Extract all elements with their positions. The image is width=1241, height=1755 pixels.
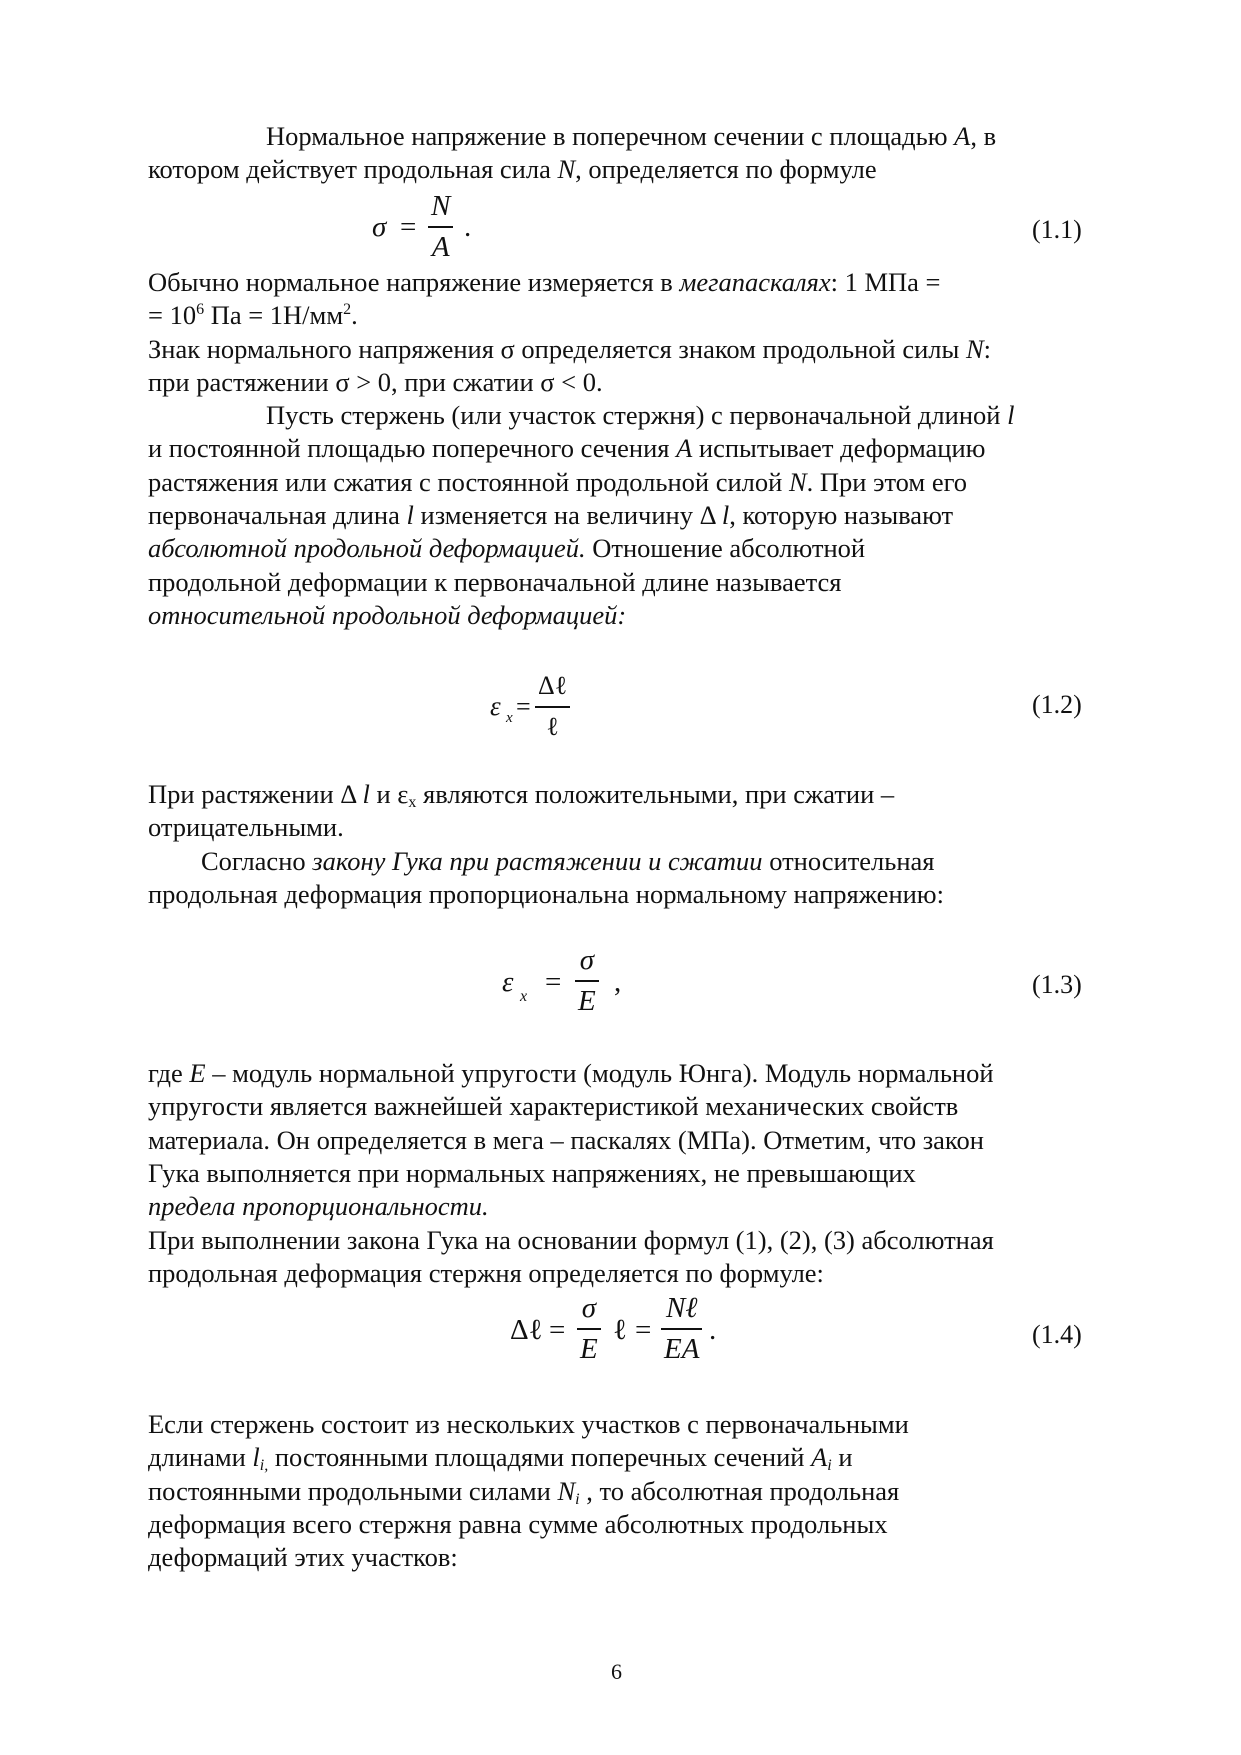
text-line: При растяжении Δ l и $\varepsilon_x$ являются положительными, при сжатии – xyxy=(148,779,895,811)
text-line: продольной деформации к первоначальной длине называется xyxy=(148,567,842,597)
text-line: первоначальная длина l изменяется на величину Δ l, которую называют xyxy=(148,500,954,530)
text-line: где E – модуль нормальной упругости (модуль Юнга). Модуль нормальной xyxy=(148,1058,994,1088)
equation-number: (1.3) xyxy=(1032,970,1082,999)
document-page: Нормальное напряжение в поперечном сечении с площадью A, в котором действует продольная сила N, определяется по формуле σ = N A . (1.1) Обычно нормальное напряжение измеряется в мегапаскалях: 1 МПа = = $10^6$ Па = $1Н/мм^2$. Знак нормального напряжения σ определяется знаком продольной силы N: при растяжении σ > 0, при сжатии σ < 0. Пусть стержень (или участок стержня) с первоначальной длиной l и постоянной площадью поперечного сечения A испытывает деформацию растяжения или сжатия с постоянной продольной силой N. При этом его первоначальная длина l изменяется на величину Δ l, которую называют абсолютной продольной деформацией. Отношение абсолютной продольной деформации к первоначальной длине называется относительной продольной деформацией: ε x = Δℓ ℓ (1.2) При растяжении Δ l и $\varepsilon_x$ являются положительными, при сжатии – отрицательными. Согласно закону Гука при растяжении и сжатии относительная продольная деформация пропорциональна нормальному напряжению: ε x = σ E , (1.3) где E – модуль нормальной упругости (модуль Юнга). Модуль нормальной упругости является важнейшей характеристикой механических свойств материала. Он определяется в мега – паскалях (МПа). Отметим, что закон Гука выполняется при нормальных напряжениях, не превышающих предела пропорциональности. При выполнении закона Гука на основании формул (1), (2), (3) абсолютная продольная деформация стержня определяется по формуле: Δℓ = σ E ℓ = Nℓ EA . (1.4) Если стержень состоит из нескольких участков с первоначальными длинами $l_{i,}$ постоянными площадями поперечных сечений $A_i$ и постоянными продольными силами $N_i$ , то абсолютная продольная деформация всего стержня равна сумме абсолютных продольных деформаций этих участков: 6 xyxy=(0,0,1241,1755)
text-line: котором действует продольная сила N, определяется по формуле xyxy=(148,154,877,184)
text-line: растяжения или сжатия с постоянной продольной силой N. При этом его xyxy=(148,467,968,497)
text-line: Нормальное напряжение в поперечном сечении с площадью A, в xyxy=(266,121,997,151)
text-line: при растяжении σ > 0, при сжатии σ < 0. xyxy=(148,367,603,397)
text-line: материала. Он определяется в мега – паскалях (МПа). Отметим, что закон xyxy=(148,1125,984,1155)
text-line: Гука выполняется при нормальных напряжениях, не превышающих xyxy=(148,1158,916,1188)
text-line: Если стержень состоит из нескольких участков с первоначальными xyxy=(148,1409,909,1439)
fraction: N A xyxy=(428,190,453,263)
equation-number: (1.2) xyxy=(1032,690,1082,719)
text-line: продольная деформация стержня определяется по формуле: xyxy=(148,1258,824,1288)
fraction: Δℓ ℓ xyxy=(535,670,570,743)
text-line: Согласно закону Гука при растяжении и сжатии относительная xyxy=(201,846,935,876)
text-line: Обычно нормальное напряжение измеряется в мегапаскалях: 1 МПа = xyxy=(148,267,941,297)
text-line: длинами $l_{i,}$ постоянными площадями поперечных сечений $A_i$ и xyxy=(148,1442,853,1474)
text-line: деформация всего стержня равна сумме абсолютных продольных xyxy=(148,1509,888,1539)
text-line: относительной продольной деформацией: xyxy=(148,600,627,630)
text-line: продольная деформация пропорциональна нормальному напряжению: xyxy=(148,879,944,909)
page-number: 6 xyxy=(611,1659,622,1684)
text-line: При выполнении закона Гука на основании формул (1), (2), (3) абсолютная xyxy=(148,1225,994,1255)
text-line: упругости является важнейшей характеристикой механических свойств xyxy=(148,1091,959,1121)
text-line: предела пропорциональности. xyxy=(148,1191,489,1221)
text-line: Пусть стержень (или участок стержня) с первоначальной длиной l xyxy=(266,400,1015,430)
text-line: постоянными продольными силами $N_i$ , то абсолютная продольная xyxy=(148,1476,900,1508)
text-line: и постоянной площадью поперечного сечения A испытывает деформацию xyxy=(148,433,986,463)
equation-number: (1.1) xyxy=(1032,215,1082,244)
fraction: Nℓ EA xyxy=(661,1292,702,1365)
text-line: абсолютной продольной деформацией. Отношение абсолютной xyxy=(148,533,866,563)
text-line: деформаций этих участков: xyxy=(148,1542,458,1572)
fraction: σ E xyxy=(577,1292,601,1365)
fraction: σ E xyxy=(575,944,599,1017)
equation-number: (1.4) xyxy=(1032,1320,1082,1349)
text-line: Знак нормального напряжения σ определяется знаком продольной силы N: xyxy=(148,334,992,364)
text-line: = $10^6$ Па = $1Н/мм^2$. xyxy=(148,300,358,330)
text-line: отрицательными. xyxy=(148,812,344,842)
